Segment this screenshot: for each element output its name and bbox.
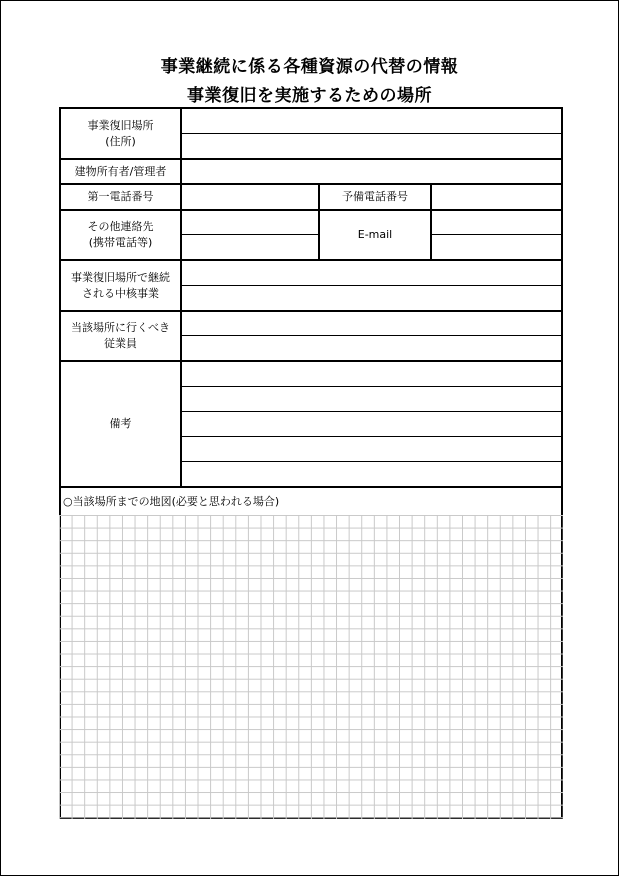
phone1-label: 第一電話番号: [87, 190, 154, 203]
form-subtitle: 事業復旧を実施するための場所: [187, 86, 432, 106]
other-contact-field[interactable]: [182, 211, 318, 234]
remarks-field[interactable]: [182, 462, 561, 486]
row-divider: [59, 486, 563, 488]
location-label-text: 事業復旧場所: [87, 118, 154, 132]
phone2-field[interactable]: [432, 185, 561, 209]
email-field[interactable]: [432, 235, 561, 259]
location-field[interactable]: [182, 109, 561, 133]
remarks-field[interactable]: [182, 412, 561, 436]
other-contact-label: [61, 211, 180, 259]
phone1-field[interactable]: [182, 185, 318, 209]
staff-field[interactable]: [182, 312, 561, 335]
remarks-field[interactable]: [182, 437, 561, 461]
remarks-field[interactable]: [182, 362, 561, 386]
owner-field[interactable]: [182, 160, 561, 183]
other-contact-field[interactable]: [182, 235, 318, 259]
core-business-label-line2: される中核事業: [82, 286, 159, 300]
address-label-text: (住所): [105, 134, 136, 148]
core-business-label-line1: 事業復旧場所で継続: [71, 270, 170, 284]
other-contact-label-text: その他連絡先: [87, 220, 154, 233]
email-label: E-mail: [357, 228, 393, 241]
form-table: [59, 107, 563, 819]
location-field[interactable]: [182, 134, 561, 158]
core-business-field[interactable]: [182, 286, 561, 310]
staff-field[interactable]: [182, 336, 561, 360]
remarks-label: 備考: [109, 417, 132, 430]
email-field[interactable]: [432, 211, 561, 234]
phone2-label: 予備電話番号: [342, 190, 408, 203]
map-caption: ○当該場所までの地図(必要と思われる場合): [63, 495, 280, 508]
remarks-field[interactable]: [182, 387, 561, 411]
mobile-label-text: (携帯電話等): [88, 236, 153, 249]
core-business-field[interactable]: [182, 261, 561, 285]
core-business-label: [61, 261, 180, 310]
owner-label: 建物所有者/管理者: [74, 164, 167, 178]
form-title: 事業継続に係る各種資源の代替の情報: [160, 57, 459, 77]
staff-label: [61, 312, 180, 360]
map-grid[interactable]: [59, 515, 563, 819]
staff-label-line2: 従業員: [104, 337, 137, 350]
location-label: [61, 109, 180, 158]
staff-label-line1: 当該場所に行くべき: [71, 321, 170, 334]
